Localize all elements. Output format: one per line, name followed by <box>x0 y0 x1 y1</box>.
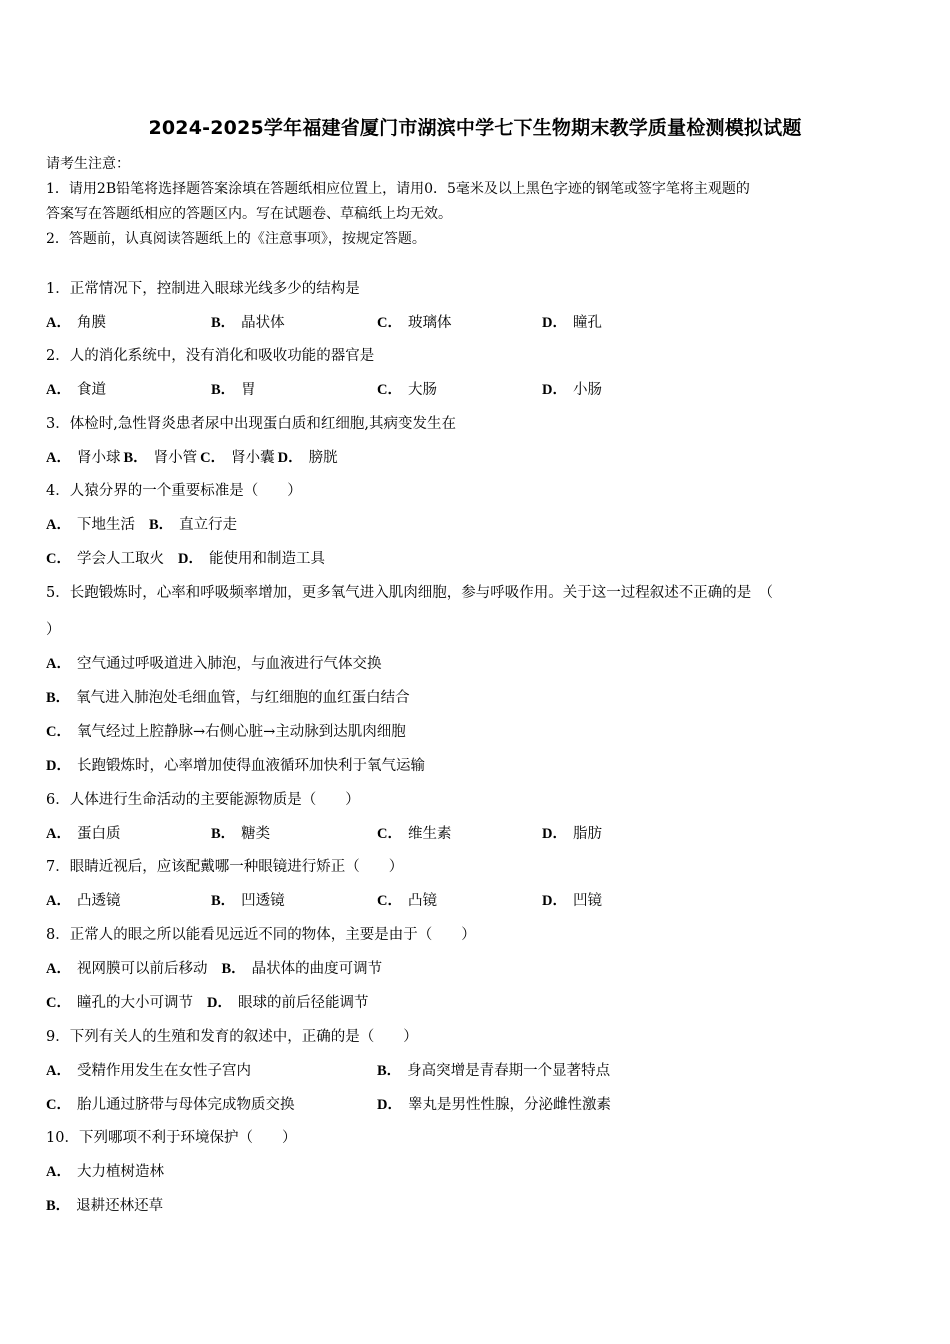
option-d: D． 脂肪 <box>542 826 602 842</box>
question-4-options-row-1 <box>46 513 251 534</box>
notice-line: 1．请用2B铅笔将选择题答案涂填在答题纸相应位置上，请用0．5毫米及以上黑色字迹的钢笔或签字笔将主观题的 <box>46 181 750 197</box>
question-4-stem: 4．人猿分界的一个重要标准是（ ） <box>46 483 302 499</box>
option-b: B． 直立行走 <box>148 517 238 533</box>
option-a: A． 下地生活 <box>46 517 135 533</box>
option-d: D． 眼球的前后径能调节 <box>206 995 369 1011</box>
option-a: A． 大力植树造林 <box>46 1164 164 1180</box>
option-a: A． 食道 <box>46 382 106 398</box>
option-a: A． 肾小球 <box>46 450 121 466</box>
question-3-stem: 3．体检时,急性肾炎患者尿中出现蛋白质和红细胞,其病变发生在 <box>46 416 456 432</box>
option-b: B． 胃 <box>211 382 256 398</box>
option-d: D． 小肠 <box>542 382 602 398</box>
option-a: A． 凸透镜 <box>46 893 121 909</box>
option-b: B． 肾小管 <box>123 450 198 466</box>
notice-line: 答案写在答题纸相应的答题区内。写在试题卷、草稿纸上均无效。 <box>46 206 452 222</box>
question-3-options <box>46 446 341 467</box>
notice-line: 2．答题前，认真阅读答题纸上的《注意事项》，按规定答题。 <box>46 231 426 247</box>
question-5-stem-continued: ） <box>46 622 61 638</box>
option-a: A． 角膜 <box>46 315 106 331</box>
option-a: A． 空气通过呼吸道进入肺泡，与血液进行气体交换 <box>46 656 382 672</box>
option-d: D． 睾丸是男性性腺，分泌雌性激素 <box>377 1097 611 1113</box>
option-a: A． 蛋白质 <box>46 826 121 842</box>
option-c: C． 瞳孔的大小可调节 <box>46 995 193 1011</box>
option-c: C． 氧气经过上腔静脉→右侧心脏→主动脉到达肌肉细胞 <box>46 724 406 740</box>
option-b: B． 糖类 <box>211 826 271 842</box>
option-b: B． 晶状体的曲度可调节 <box>221 961 383 977</box>
option-b: B． 身高突增是青春期一个显著特点 <box>377 1063 611 1079</box>
question-10-stem: 10．下列哪项不利于环境保护（ ） <box>46 1130 297 1146</box>
option-c: C． 学会人工取火 <box>46 551 164 567</box>
option-d: D． 膀胱 <box>277 450 338 466</box>
option-b: B． 退耕还林还草 <box>46 1198 164 1214</box>
question-1-stem: 1．正常情况下，控制进入眼球光线多少的结构是 <box>46 281 360 297</box>
question-2-stem: 2．人的消化系统中，没有消化和吸收功能的器官是 <box>46 348 375 364</box>
option-c: C． 胎儿通过脐带与母体完成物质交换 <box>46 1097 295 1113</box>
notice-heading: 请考生注意： <box>46 156 130 172</box>
exam-title: 2024-2025学年福建省厦门市湖滨中学七下生物期末教学质量检测模拟试题 <box>148 117 802 139</box>
option-b: B． 凹透镜 <box>211 893 285 909</box>
option-d: D． 长跑锻炼时，心率增加使得血液循环加快利于氧气运输 <box>46 758 425 774</box>
option-a: A． 受精作用发生在女性子宫内 <box>46 1063 251 1079</box>
option-d: D． 瞳孔 <box>542 315 602 331</box>
option-c: C． 维生素 <box>377 826 452 842</box>
question-5-stem: 5．长跑锻炼时，心率和呼吸频率增加，更多氧气进入肌肉细胞，参与呼吸作用。关于这一过程叙述不正确的是 （ <box>46 585 773 601</box>
question-8-options-row-2 <box>46 991 382 1012</box>
exam-notice <box>46 152 906 252</box>
option-c: C． 肾小囊 <box>200 450 275 466</box>
question-9-stem: 9．下列有关人的生殖和发育的叙述中，正确的是（ ） <box>46 1029 418 1045</box>
question-7-stem: 7．眼睛近视后，应该配戴哪一种眼镜进行矫正（ ） <box>46 859 404 875</box>
option-a: A． 视网膜可以前后移动 <box>46 961 208 977</box>
question-4-options-row-2 <box>46 547 339 568</box>
question-6-stem: 6．人体进行生命活动的主要能源物质是（ ） <box>46 792 360 808</box>
option-b: B． 氧气进入肺泡处毛细血管，与红细胞的血红蛋白结合 <box>46 690 410 706</box>
option-d: D． 凹镜 <box>542 893 602 909</box>
option-c: C． 凸镜 <box>377 893 437 909</box>
option-c: C． 大肠 <box>377 382 437 398</box>
question-8-stem: 8．正常人的眼之所以能看见远近不同的物体，主要是由于（ ） <box>46 927 476 943</box>
question-8-options-row-1 <box>46 957 396 978</box>
option-c: C． 玻璃体 <box>377 315 452 331</box>
option-d: D． 能使用和制造工具 <box>177 551 325 567</box>
option-b: B． 晶状体 <box>211 315 285 331</box>
